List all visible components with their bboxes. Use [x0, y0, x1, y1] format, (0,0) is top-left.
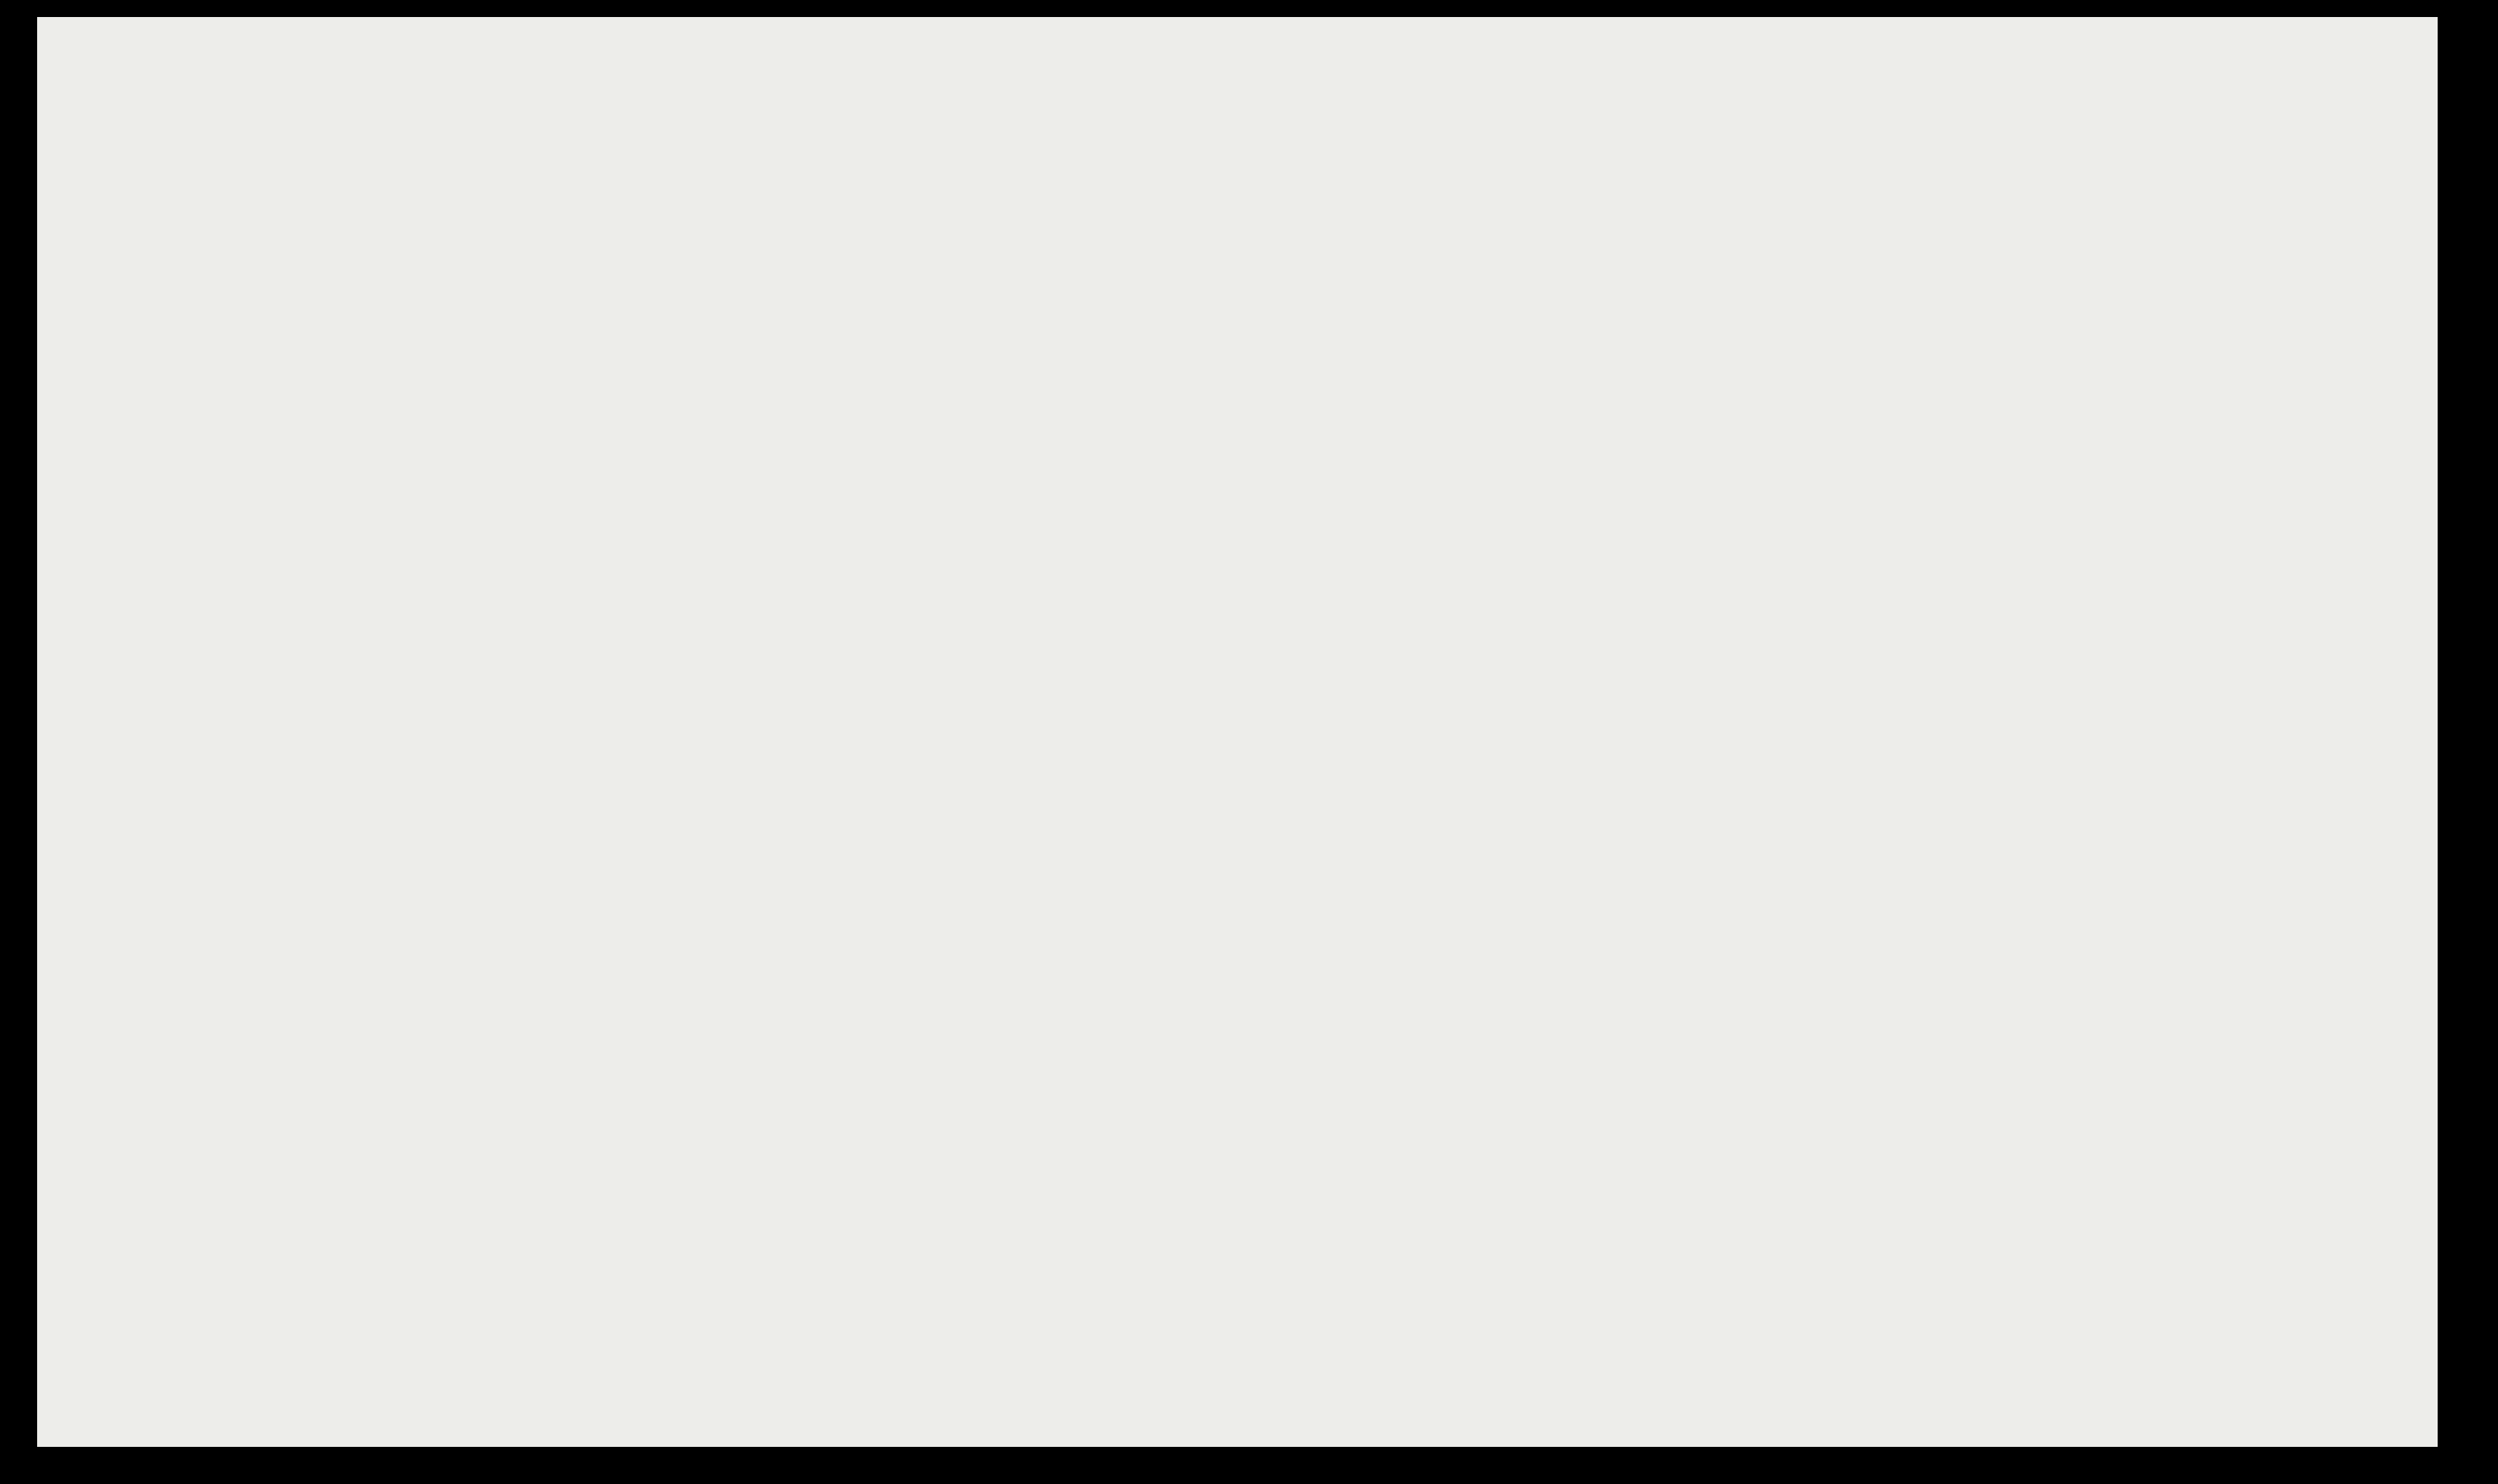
- census-card: [37, 17, 2438, 1447]
- form-grid: [37, 17, 2438, 1447]
